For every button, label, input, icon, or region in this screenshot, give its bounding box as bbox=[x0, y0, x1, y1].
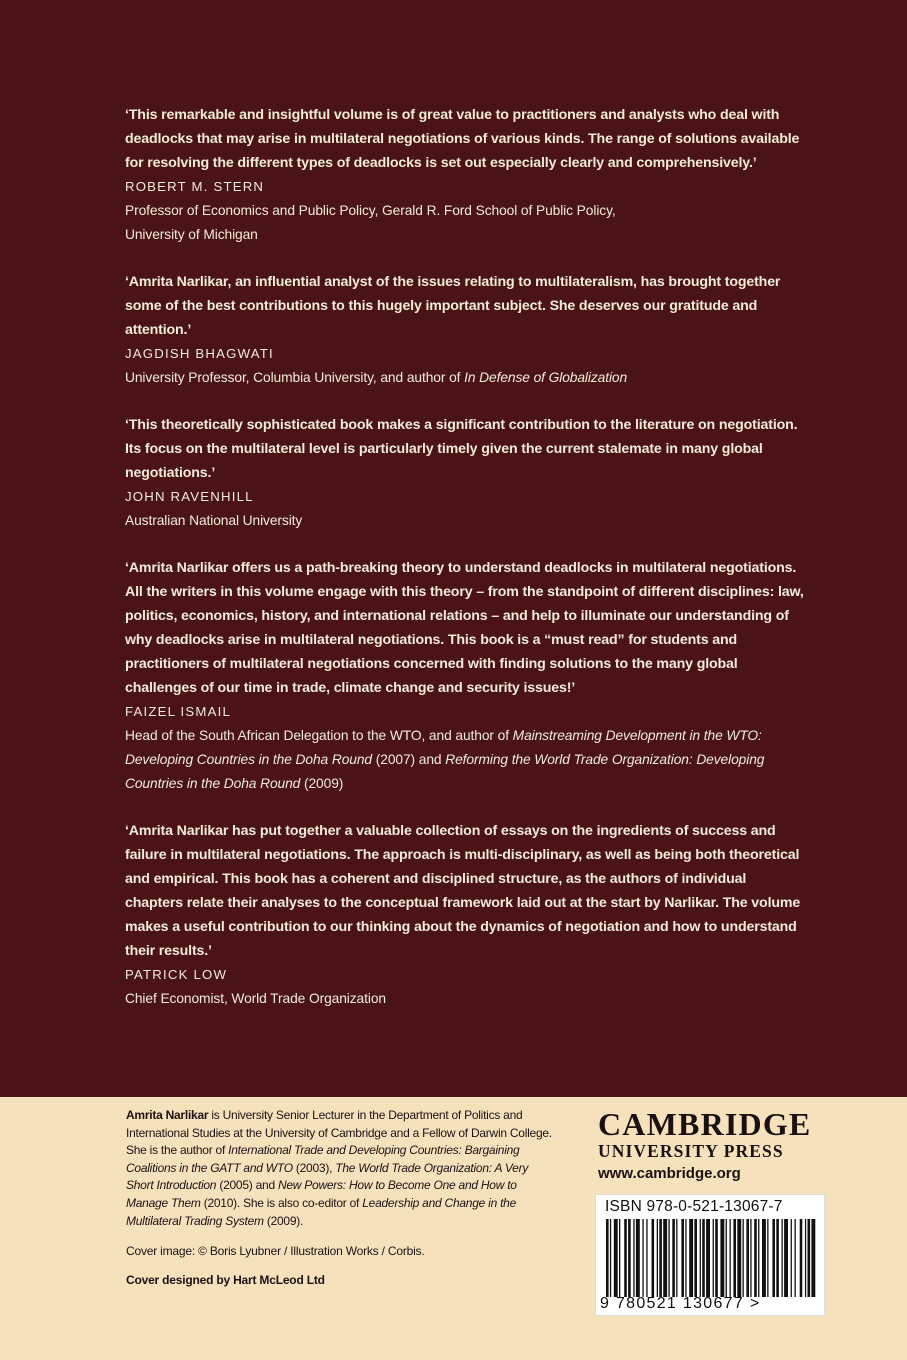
barcode-stripe bbox=[610, 1219, 611, 1297]
endorser-affiliation bbox=[125, 366, 805, 390]
endorser-affiliation: Australian National University bbox=[125, 513, 303, 528]
barcode-stripe bbox=[726, 1219, 727, 1297]
isbn-label: ISBN 978-0-521-13067-7 bbox=[605, 1198, 783, 1215]
barcode-stripe bbox=[805, 1219, 806, 1297]
barcode-stripe bbox=[784, 1219, 788, 1297]
endorser-name: ROBERT M. STERN bbox=[125, 179, 265, 194]
endorsement-ravenhill bbox=[125, 413, 805, 533]
author-name: Amrita Narlikar bbox=[126, 1108, 209, 1122]
book-title: In Defense of Globalization bbox=[464, 370, 628, 385]
book-title: Reforming the World Trade Organization: Developing Countries in the Doha Round bbox=[125, 752, 765, 791]
publisher-name: CAMBRIDGE bbox=[598, 1106, 812, 1142]
barcode-stripe bbox=[750, 1219, 751, 1297]
bio-text: (2003), bbox=[292, 1160, 336, 1175]
barcode-stripe bbox=[795, 1219, 796, 1297]
barcode-stripe bbox=[652, 1219, 655, 1297]
endorser-affiliation: Chief Economist, World Trade Organization bbox=[125, 991, 386, 1006]
affiliation-text: University Professor, Columbia University, and author of bbox=[125, 370, 465, 385]
barcode-stripe bbox=[685, 1219, 686, 1297]
barcode-stripe bbox=[776, 1219, 779, 1297]
barcode-stripe bbox=[702, 1219, 705, 1297]
barcode-stripe bbox=[663, 1219, 667, 1297]
barcode-stripe bbox=[668, 1219, 669, 1297]
publisher-url: www.cambridge.org bbox=[598, 1165, 741, 1182]
barcode-stripe bbox=[628, 1219, 631, 1297]
barcode-stripe bbox=[646, 1219, 647, 1297]
bio-text: (2009). bbox=[263, 1213, 304, 1228]
barcode-stripe bbox=[633, 1219, 634, 1297]
author-info-panel bbox=[0, 1097, 907, 1360]
barcode-stripe bbox=[767, 1219, 768, 1297]
barcode-stripe bbox=[800, 1219, 803, 1297]
book-title: New Powers: How to Become One and How to Manage Them bbox=[126, 1178, 517, 1210]
affiliation-text: Head of the South African Delegation to the WTO, and author of bbox=[125, 728, 513, 743]
barcode-stripe bbox=[758, 1219, 759, 1297]
endorsement-text: ‘Amrita Narlikar offers us a path-breaking theory to understand deadlocks in multilateral negotiations. All the writers in this volume engage with this theory – from the standpoint of different disciplines: law, politics, economics, history, and international relations – and help to illuminate our understanding of why deadlocks arise in multilateral negotiations. This book is a “must read” for students and practitioners of multilateral negotiations concerned with finding solutions to the many global challenges of our time in trade, climate change and security issues!’ bbox=[125, 560, 804, 696]
endorsement-text: ‘Amrita Narlikar has put together a valuable collection of essays on the ingredients of success and failure in multilateral negotiations. The approach is multi-disciplinary, as well as being both theoretical and empirical. This book has a coherent and disciplined structure, as the authors of individual chapters relate their analyses to the conceptual framework laid out at the start by Narlikar. The volume makes a useful contribution to our thinking about the dynamics of negotiation and how to understand their results.’ bbox=[125, 823, 801, 959]
barcode-stripe bbox=[657, 1219, 658, 1297]
barcode-stripe bbox=[713, 1219, 714, 1297]
barcode-stripe bbox=[689, 1219, 693, 1297]
barcode-stripe bbox=[746, 1219, 749, 1297]
endorsement-list bbox=[125, 103, 805, 1034]
book-title: Mainstreaming Development in the WTO: Developing Countries in the Doha Round bbox=[125, 728, 762, 767]
barcode-stripe bbox=[720, 1219, 724, 1297]
endorser-affiliation: University of Michigan bbox=[125, 227, 258, 242]
barcode-stripe bbox=[791, 1219, 792, 1297]
author-bio bbox=[126, 1107, 556, 1230]
barcode-stripe bbox=[642, 1219, 643, 1297]
book-title: Leadership and Change in the Multilateral Trading System bbox=[126, 1195, 517, 1228]
barcode-stripe bbox=[715, 1219, 718, 1297]
barcode-stripe bbox=[636, 1219, 640, 1297]
barcode-bars-icon bbox=[606, 1219, 816, 1297]
barcode-stripe bbox=[772, 1219, 775, 1297]
bio-text: is University Senior Lecturer in the Department of Politics and International Studies at the University of Cambridge and a Fellow of Darwin College. She is the author of bbox=[126, 1108, 552, 1158]
barcode-stripe bbox=[681, 1219, 684, 1297]
isbn-barcode bbox=[595, 1194, 825, 1316]
endorsement-stern bbox=[125, 103, 805, 247]
endorser-name: FAIZEL ISMAIL bbox=[125, 704, 231, 719]
endorsement-bhagwati bbox=[125, 270, 805, 390]
barcode-stripe bbox=[624, 1219, 627, 1297]
publisher-logo bbox=[598, 1107, 828, 1186]
cover-design-credit: Cover designed by Hart McLeod Ltd bbox=[126, 1273, 325, 1287]
barcode-digits: 9 780521 130677 > bbox=[600, 1295, 761, 1312]
barcode-stripe bbox=[606, 1219, 609, 1297]
barcode-stripe bbox=[706, 1219, 710, 1297]
barcode-stripe bbox=[743, 1219, 744, 1297]
endorser-affiliation bbox=[125, 724, 805, 796]
endorser-affiliation: Professor of Economics and Public Policy, Gerald R. Ford School of Public Policy, bbox=[125, 203, 616, 218]
endorsement-low bbox=[125, 819, 805, 1011]
barcode-stripe bbox=[782, 1219, 783, 1297]
barcode-stripe bbox=[733, 1219, 736, 1297]
endorsement-text: ‘This remarkable and insightful volume is of great value to practitioners and analysts who deal with deadlocks that may arise in multilateral negotiations of various kinds. The range of solutions available for resolving the different types of deadlocks is set out especially clearly and comprehensively.’ bbox=[125, 107, 800, 171]
barcode-stripe bbox=[754, 1219, 757, 1297]
barcode-stripe bbox=[808, 1219, 811, 1297]
publisher-subtitle: UNIVERSITY PRESS bbox=[598, 1141, 784, 1161]
barcode-stripe bbox=[614, 1219, 618, 1297]
barcode-stripe bbox=[619, 1219, 620, 1297]
barcode-stripe bbox=[811, 1219, 815, 1297]
endorsement-text: ‘This theoretically sophisticated book makes a significant contribution to the literature on negotiation. Its focus on the multilateral level is particularly timely given the current stalemate in many global negotiations.’ bbox=[125, 417, 798, 481]
endorser-name: JAGDISH BHAGWATI bbox=[125, 346, 274, 361]
endorser-name: PATRICK LOW bbox=[125, 967, 228, 982]
barcode-stripe bbox=[730, 1219, 731, 1297]
bio-text: (2005) and bbox=[216, 1178, 278, 1193]
barcode-stripe bbox=[659, 1219, 662, 1297]
affiliation-text: (2009) bbox=[300, 776, 344, 791]
barcode-stripe bbox=[676, 1219, 677, 1297]
cover-image-credit: Cover image: © Boris Lyubner / Illustration Works / Corbis. bbox=[126, 1244, 425, 1258]
book-title: International Trade and Developing Countries: Bargaining Coalitions in the GATT and WTO bbox=[126, 1143, 520, 1175]
barcode-stripe bbox=[672, 1219, 675, 1297]
endorsement-ismail bbox=[125, 556, 805, 796]
bio-text: (2010). She is also co-editor of bbox=[200, 1195, 363, 1210]
affiliation-text: (2007) and bbox=[372, 752, 446, 767]
book-title: The World Trade Organization: A Very Short Introduction bbox=[126, 1160, 529, 1193]
barcode-stripe bbox=[737, 1219, 741, 1297]
barcode-stripe bbox=[700, 1219, 701, 1297]
endorser-name: JOHN RAVENHILL bbox=[125, 489, 254, 504]
endorsement-text: ‘Amrita Narlikar, an influential analyst of the issues relating to multilateralism, has brought together some of the best contributions to this hugely important subject. She deserves our gratitude and attention.’ bbox=[125, 274, 781, 338]
barcode-stripe bbox=[762, 1219, 766, 1297]
barcode-stripe bbox=[694, 1219, 697, 1297]
